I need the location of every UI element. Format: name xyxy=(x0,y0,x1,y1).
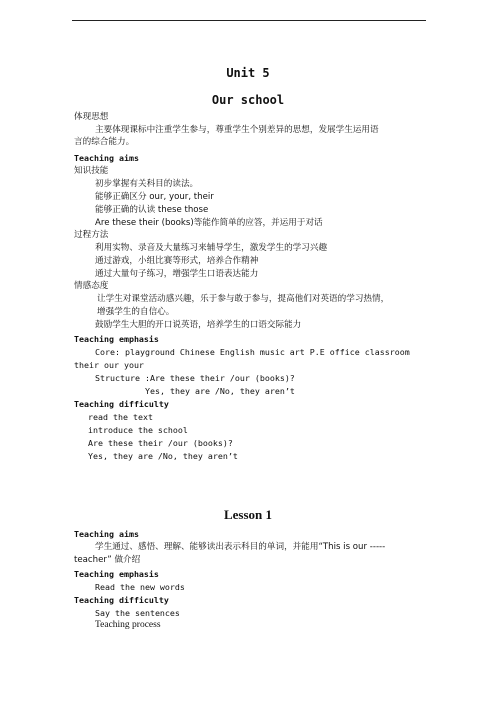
knowledge-item-2: 能够正确区分 our, your, their xyxy=(95,192,214,202)
lesson-1-title: Lesson 1 xyxy=(223,507,273,522)
attitude-item-2: 鼓励学生大胆的开口说英语，培养学生的口语交际能力 xyxy=(95,320,302,330)
teaching-emphasis-heading: Teaching emphasis xyxy=(74,334,159,344)
difficulty-item-4: Yes, they are /No, they aren’t xyxy=(88,451,238,461)
difficulty-item-3: Are these their /our (books)? xyxy=(88,438,233,448)
section-heading-idea: 体现思想 xyxy=(74,112,109,122)
process-item-1: 利用实物、录音及大量练习来辅导学生，激发学生的学习兴趣 xyxy=(95,243,328,253)
lesson-emphasis-heading: Teaching emphasis xyxy=(74,569,159,579)
lesson-aims-cont: teacher” 做介绍 xyxy=(74,555,141,565)
lesson-emphasis-body: Read the new words xyxy=(95,582,185,592)
knowledge-heading: 知识技能 xyxy=(74,166,109,176)
emphasis-core-cont: their our your xyxy=(74,360,144,370)
difficulty-item-2: introduce the school xyxy=(88,425,188,435)
lesson-difficulty-heading: Teaching difficulty xyxy=(74,595,169,605)
lesson-difficulty-body: Say the sentences xyxy=(95,608,180,618)
lesson-process: Teaching process xyxy=(95,620,161,630)
emphasis-structure: Structure :Are these their /our (books)? xyxy=(95,373,295,383)
teaching-aims-heading: Teaching aims xyxy=(74,153,139,163)
teaching-difficulty-heading: Teaching difficulty xyxy=(74,399,169,409)
knowledge-item-4: Are these their (books)等能作简单的应答，并运用于对话 xyxy=(95,218,323,228)
top-rule xyxy=(72,20,426,21)
process-heading: 过程方法 xyxy=(74,230,109,240)
unit-subtitle: Our school xyxy=(211,93,285,107)
difficulty-item-1: read the text xyxy=(88,412,153,422)
attitude-item-1: 让学生对课堂活动感兴趣，乐于参与敢于参与，提高他们对英语的学习热情， xyxy=(97,294,390,304)
process-item-3: 通过大量句子练习，增强学生口语表达能力 xyxy=(95,269,259,279)
unit-title: Unit 5 xyxy=(226,66,270,80)
attitude-heading: 情感态度 xyxy=(74,281,109,291)
knowledge-item-1: 初步掌握有关科目的读法。 xyxy=(95,179,199,189)
attitude-item-1-cont: 增强学生的自信心。 xyxy=(97,307,175,317)
knowledge-item-3: 能够正确的认读 these those xyxy=(95,205,209,215)
emphasis-structure-answer: Yes, they are /No, they aren’t xyxy=(145,386,295,396)
idea-body: 主要体现课标中注重学生参与，尊重学生个别差异的思想，发展学生运用语 xyxy=(95,125,379,135)
process-item-2: 通过游戏，小组比赛等形式，培养合作精神 xyxy=(95,256,259,266)
idea-body-cont: 言的综合能力。 xyxy=(74,137,135,147)
lesson-aims-body: 学生通过、感悟、理解、能够读出表示科目的单词，并能用“This is our ----- xyxy=(95,542,386,552)
emphasis-core: Core: playground Chinese English music art P.E office classroom xyxy=(95,347,410,357)
lesson-aims-heading: Teaching aims xyxy=(74,529,139,539)
